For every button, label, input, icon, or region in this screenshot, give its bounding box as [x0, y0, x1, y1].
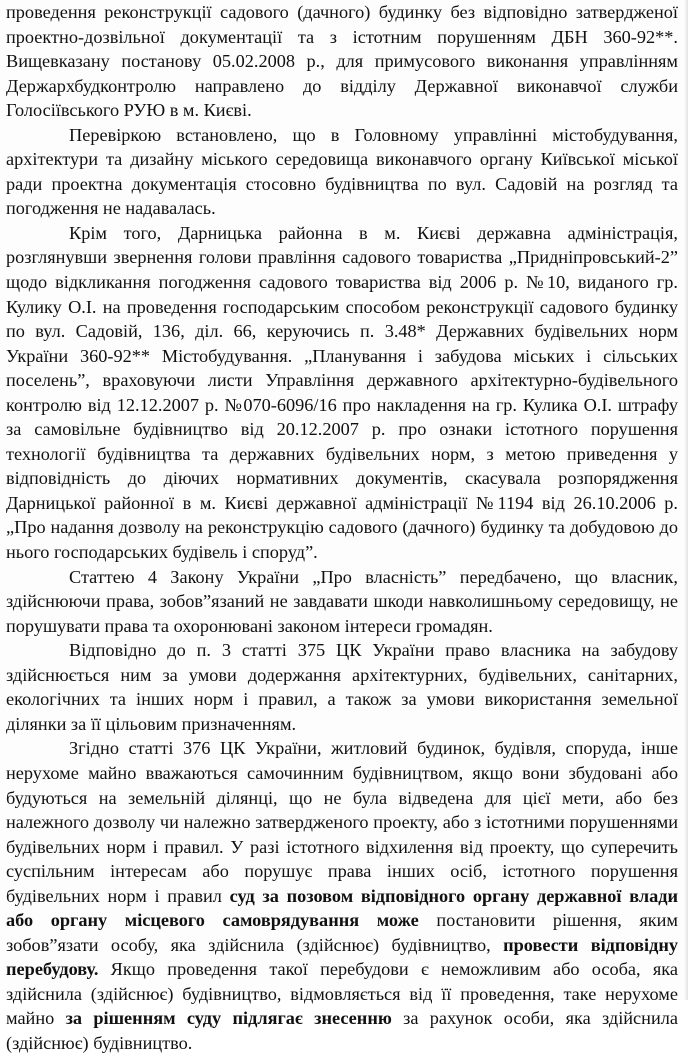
scan-shadow-edge	[684, 0, 688, 1000]
paragraph-law-on-property: Статтею 4 Закону України „Про власність” передбачено, що власник, здійснюючи права, зобов”язаний не завдавати шкоди навколишньому середовищу, не порушувати права та охоронювані законом інтереси громадян.	[6, 566, 678, 636]
paragraph-inspection-finding: Перевіркою встановлено, що в Головному управлінні містобудування, архітектури та дизайну міського середовища виконавчого органу Київської міської ради проектна документація стосовно будівництва по вул. Садовій на розгляд та погодження не надавалась.	[6, 124, 678, 219]
article-376-emphasis-rebuild: провести відповідну перебудову.	[6, 934, 679, 980]
article-376-emphasis-demolition: за рішенням суду підлягає знесенню	[65, 1008, 392, 1029]
article-376-segment: Якщо проведення такої перебудови є неможливим або особа, яка здійснила (здійснює) будівництво, відмовляється від її проведення, таке нерухоме майно	[6, 959, 678, 1029]
article-376-segment: за рахунок особи, яка здійснила (здійснює) будівництво.	[6, 1008, 678, 1053]
paragraph-darnytsia-administration: Крім того, Дарницька районна в м. Києві державна адміністрація, розглянувши звернення голови правління садового товариства „Придніпровський-2” щодо відкликання погодження садового товариства від 2006 р. №10, виданого гр. Кулику О.І. на проведення господарським способом реконструкції садового будинку по вул. Садовій, 136, діл. 66, керуючись п. 3.48* Державних будівельних норм України 360-92** Містобудування. „Планування і забудова міських і сільських поселень”, враховуючи листи Управління державного архітектурно-будівельного контролю від 12.12.2007 р. №070-6096/16 про накладення на гр. Кулика О.І. штрафу за самовільне будівництво від 20.12.2007 р. про ознаки істотного порушення технології будівництва та державних будівельних норм, з метою приведення у відповідність до діючих нормативних документів, скасувала розпорядження Дарницької районної в м. Києві державної адміністрації №1194 від 26.10.2006 р. „Про надання дозволу на реконструкцію садового (дачного) будинку та добудовою до нього господарських будівель і споруд”.	[6, 222, 678, 563]
document-body	[6, 0, 678, 1056]
paragraph-article-375: Відповідно до п. 3 статті 375 ЦК України право власника на забудову здійснюється ним за умови додержання архітектурних, будівельних, санітарних, екологічних та інших норм і правил, а також за умови використання земельної ділянки за її цільовим призначенням.	[6, 640, 678, 734]
paragraph-article-376	[6, 736, 678, 1055]
article-376-emphasis-court-claim: суд за позовом відповідного органу державної влади або органу місцевого самоврядування може	[6, 885, 678, 931]
article-376-segment: Згідно статті 376 ЦК України, житловий будинок, будівля, споруда, інше нерухоме майно вважаються самочинним будівництвом, якщо вони збудовані або будуються на земельній ділянці, що не була відведена для цієї мети, або без належного дозволу чи належно затвердженого проекту, або з істотними порушеннями будівельних норм і правил. У разі істотного відхилення від проекту, що суперечить суспільним інтересам або порушує права інших осіб, істотного порушення будівельних норм і правил	[6, 738, 678, 906]
paragraph-continuation: проведення реконструкції садового (дачного) будинку без відповідно затвердженої проектно-дозвільної документації та з істотним порушенням ДБН 360-92**. Вищевказану постанову 05.02.2008 р., для примусового виконання управлінням Держархбудконтролю направлено до відділу Державної виконавчої служби Голосіївського РУЮ в м. Києві.	[6, 2, 678, 121]
article-376-segment: постановити рішення, яким зобов”язати особу, яка здійснила (здійснює) будівництво,	[6, 910, 678, 955]
